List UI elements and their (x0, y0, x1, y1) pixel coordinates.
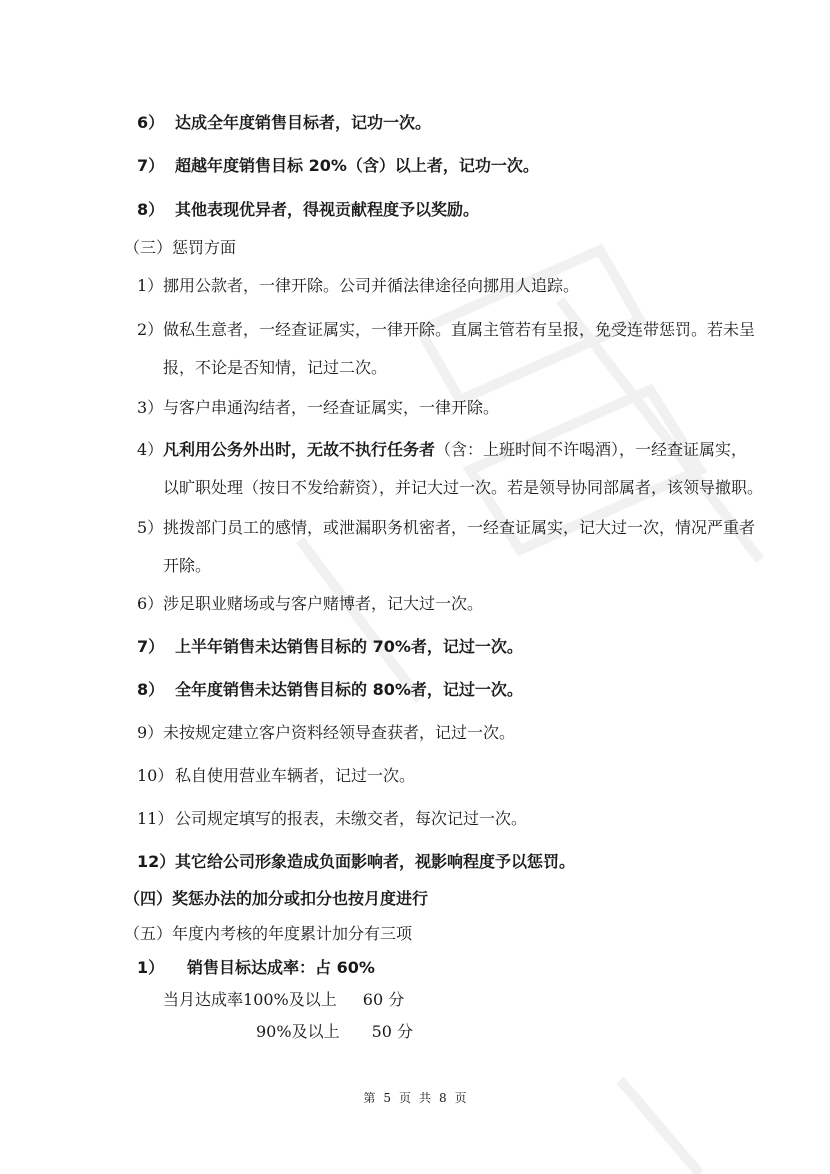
item-text: 未按规定建立客户资料经领导查获者，记过一次。 (163, 723, 516, 742)
item-number: 4） (137, 440, 164, 459)
score-threshold: 90%及以上 (256, 1022, 340, 1041)
item-text: 涉足职业赌场或与客户赌博者，记大过一次。 (163, 594, 484, 613)
item-text: 全年度销售未达销售目标的 80%者，记过一次。 (175, 680, 523, 699)
item-text: 其它给公司形象造成负面影响者，视影响程度予以惩罚。 (175, 852, 576, 871)
item-number: 8） (137, 680, 165, 699)
item-number: 9） (137, 723, 164, 742)
score-label: 当月达成率 (163, 990, 244, 1009)
item-text: 挑拨部门员工的感情，或泄漏职务机密者，一经查证属实，记大过一次，情况严重者 (163, 518, 756, 537)
penalty-item-2 (137, 320, 755, 340)
reward-item-6 (137, 113, 431, 133)
item-text: 与客户串通沟结者，一经查证属实，一律开除。 (163, 398, 500, 417)
item-number: 8） (137, 200, 165, 219)
item-text: 达成全年度销售目标者，记功一次。 (175, 113, 432, 132)
item-number: 5） (137, 518, 164, 537)
score-value: 60 分 (362, 990, 405, 1009)
score-row-1 (163, 990, 404, 1010)
score-row-2 (256, 1022, 413, 1042)
footer-text: 页 (454, 1091, 467, 1105)
item-text: 超越年度销售目标 20%（含）以上者，记功一次。 (175, 156, 539, 175)
item-text: 销售目标达成率：占 60% (187, 958, 375, 977)
penalty-item-3 (137, 398, 499, 418)
current-page: 5 (383, 1091, 391, 1105)
section-heading-penalties: （三）惩罚方面 (124, 238, 237, 257)
penalty-item-5 (137, 518, 755, 538)
section-heading-monthly: （四）奖惩办法的加分或扣分也按月度进行 (124, 889, 429, 908)
penalty-item-7 (137, 637, 523, 657)
penalty-item-9 (137, 723, 515, 743)
footer-text: 共 (419, 1091, 432, 1105)
penalty-item-12 (137, 852, 575, 872)
penalty-item-5-cont: 开除。 (163, 556, 212, 575)
score-threshold: 100%及以上 (243, 990, 337, 1009)
criterion-1 (137, 958, 375, 978)
item-text: （含：上班时间不许喝酒），一经查证属实， (435, 440, 748, 459)
footer-text: 第 (363, 1091, 376, 1105)
penalty-item-6 (137, 594, 483, 614)
item-number: 2） (137, 320, 164, 339)
item-text: 挪用公款者，一律开除。公司并循法律途径向挪用人追踪。 (163, 276, 580, 295)
section-heading-annual: （五）年度内考核的年度累计加分有三项 (124, 924, 413, 943)
penalty-item-11 (137, 809, 527, 829)
item-text: 上半年销售未达销售目标的 70%者，记过一次。 (175, 637, 523, 656)
item-number: 6） (137, 113, 165, 132)
penalty-item-1 (137, 276, 579, 296)
footer-text: 页 (398, 1091, 411, 1105)
item-number: 6） (137, 594, 164, 613)
item-text: 公司规定填写的报表，未缴交者，每次记过一次。 (175, 809, 528, 828)
penalty-item-10 (137, 766, 415, 786)
item-number: 7） (137, 156, 165, 175)
item-text: 其他表现优异者，得视贡献程度予以奖励。 (175, 200, 480, 219)
page-footer (0, 1090, 830, 1106)
penalty-item-4-cont: 以旷职处理（按日不发给薪资），并记大过一次。若是领导协同部属者，该领导撤职。 (163, 478, 764, 497)
item-number: 1） (137, 958, 165, 977)
item-number: 12） (137, 852, 176, 871)
item-number: 3） (137, 398, 164, 417)
item-text-bold: 凡利用公务外出时，无故不执行任务者 (163, 440, 436, 459)
reward-item-8 (137, 200, 479, 220)
penalty-item-4 (137, 440, 747, 460)
item-text: 做私生意者，一经查证属实，一律开除。直属主管若有呈报，免受连带惩罚。若未呈 (163, 320, 756, 339)
item-text: 私自使用营业车辆者，记过一次。 (175, 766, 416, 785)
penalty-item-8 (137, 680, 523, 700)
score-value: 50 分 (371, 1022, 414, 1041)
item-number: 7） (137, 637, 165, 656)
item-number: 10） (137, 766, 174, 785)
total-pages: 8 (439, 1091, 447, 1105)
item-number: 11） (137, 809, 174, 828)
reward-item-7 (137, 156, 539, 176)
penalty-item-2-cont: 报，不论是否知情，记过二次。 (163, 358, 388, 377)
item-number: 1） (137, 276, 164, 295)
